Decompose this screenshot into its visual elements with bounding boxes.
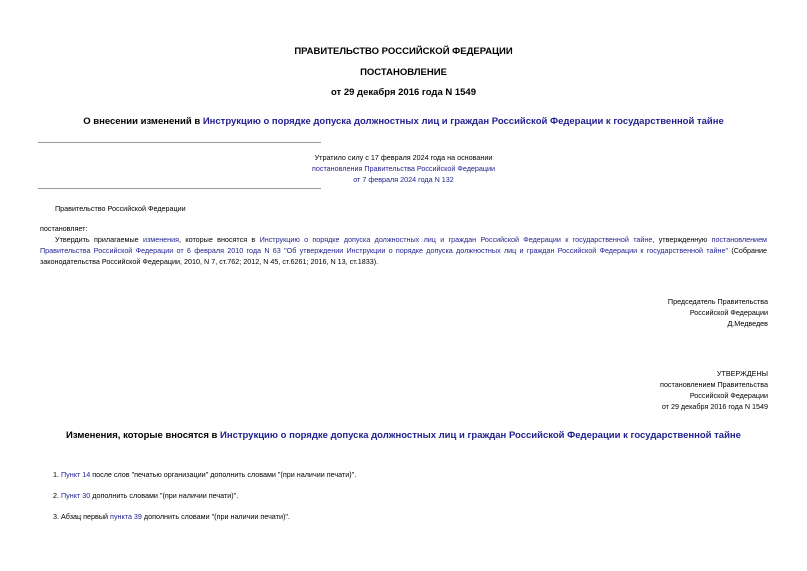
changes-title <box>0 430 807 441</box>
p1-text-1: Утвердить прилагаемые <box>55 235 143 244</box>
signature-line2: Российской Федерации <box>689 308 768 317</box>
status-note-link-date[interactable]: от 7 февраля 2024 года N 132 <box>353 175 454 184</box>
document-date-number: от 29 декабря 2016 года N 1549 <box>330 87 476 98</box>
item-text: дополнить словами "(при наличии печати)". <box>90 491 239 500</box>
changes-title-prefix: Изменения, которые вносятся в <box>66 430 220 441</box>
divider-bottom <box>38 188 321 189</box>
list-item <box>53 469 356 480</box>
document-title <box>0 116 807 127</box>
approved-line1: УТВЕРЖДЕНЫ <box>716 369 768 378</box>
p1-text-2: , которые вносятся в <box>179 235 260 244</box>
p1-link-changes[interactable]: изменения <box>142 235 180 244</box>
title-prefix: О внесении изменений в <box>83 116 203 127</box>
divider-top <box>38 142 321 143</box>
list-item <box>53 490 238 501</box>
status-note <box>0 152 807 185</box>
decrees-text: постановляет: <box>40 224 88 233</box>
item-text: дополнить словами "(при наличии печати)". <box>141 512 290 521</box>
document-type: ПОСТАНОВЛЕНИЕ <box>360 67 447 78</box>
item-number: 1. <box>53 470 61 479</box>
item-text: после слов "печатью организации" дополнить словами "(при наличии печати)". <box>90 470 357 479</box>
changes-title-instruction-link[interactable]: Инструкцию о порядке допуска должностных лиц и граждан Российской Федерации к государственной тайне <box>220 430 741 441</box>
main-paragraph <box>40 234 767 267</box>
approved-line3: Российской Федерации <box>689 391 768 400</box>
approved-block <box>520 368 768 412</box>
list-item <box>53 511 290 522</box>
p1-text-3: , утвержденную <box>652 235 712 244</box>
approved-line4: от 29 декабря 2016 года N 1549 <box>661 402 768 411</box>
p1-link-resolution-63[interactable]: постановлением Правительства Российской Федерации от 6 февраля 2010 года N 63 "Об утверждении Инструкции о порядке допуска должностных лиц и граждан Российской Федерации к государственной тайне" <box>40 235 768 255</box>
title-instruction-link[interactable]: Инструкцию о порядке допуска должностных лиц и граждан Российской Федерации к государственной тайне <box>202 116 724 127</box>
item-number: 2. <box>53 491 61 500</box>
intro-text: Правительство Российской Федерации <box>55 204 186 213</box>
government-heading: ПРАВИТЕЛЬСТВО РОССИЙСКОЙ ФЕДЕРАЦИИ <box>294 46 513 57</box>
status-note-line1: Утратило силу с 17 февраля 2024 года на основании <box>314 153 493 162</box>
signature-line1: Председатель Правительства <box>667 297 768 306</box>
signature-block <box>520 296 768 329</box>
status-note-link-resolution[interactable]: постановления Правительства Российской Федерации <box>311 164 496 173</box>
item-link-point-30[interactable]: Пункт 30 <box>61 491 91 500</box>
item-number: 3. Абзац первый <box>53 512 111 521</box>
item-link-point-14[interactable]: Пункт 14 <box>61 470 91 479</box>
approved-line2: постановлением Правительства <box>660 380 768 389</box>
p1-link-instruction[interactable]: Инструкцию о порядке допуска должностных лиц и граждан Российской Федерации к государственной тайне <box>259 235 653 244</box>
signature-line3: Д.Медведев <box>727 319 768 328</box>
p1-text-4: (Собрание законодательства Российской Федерации, 2010, N 7, ст.762; 2012, N 45, ст.6261; 2016, N 13, ст.1833). <box>40 246 768 266</box>
item-link-point-39[interactable]: пункта 39 <box>110 512 142 521</box>
